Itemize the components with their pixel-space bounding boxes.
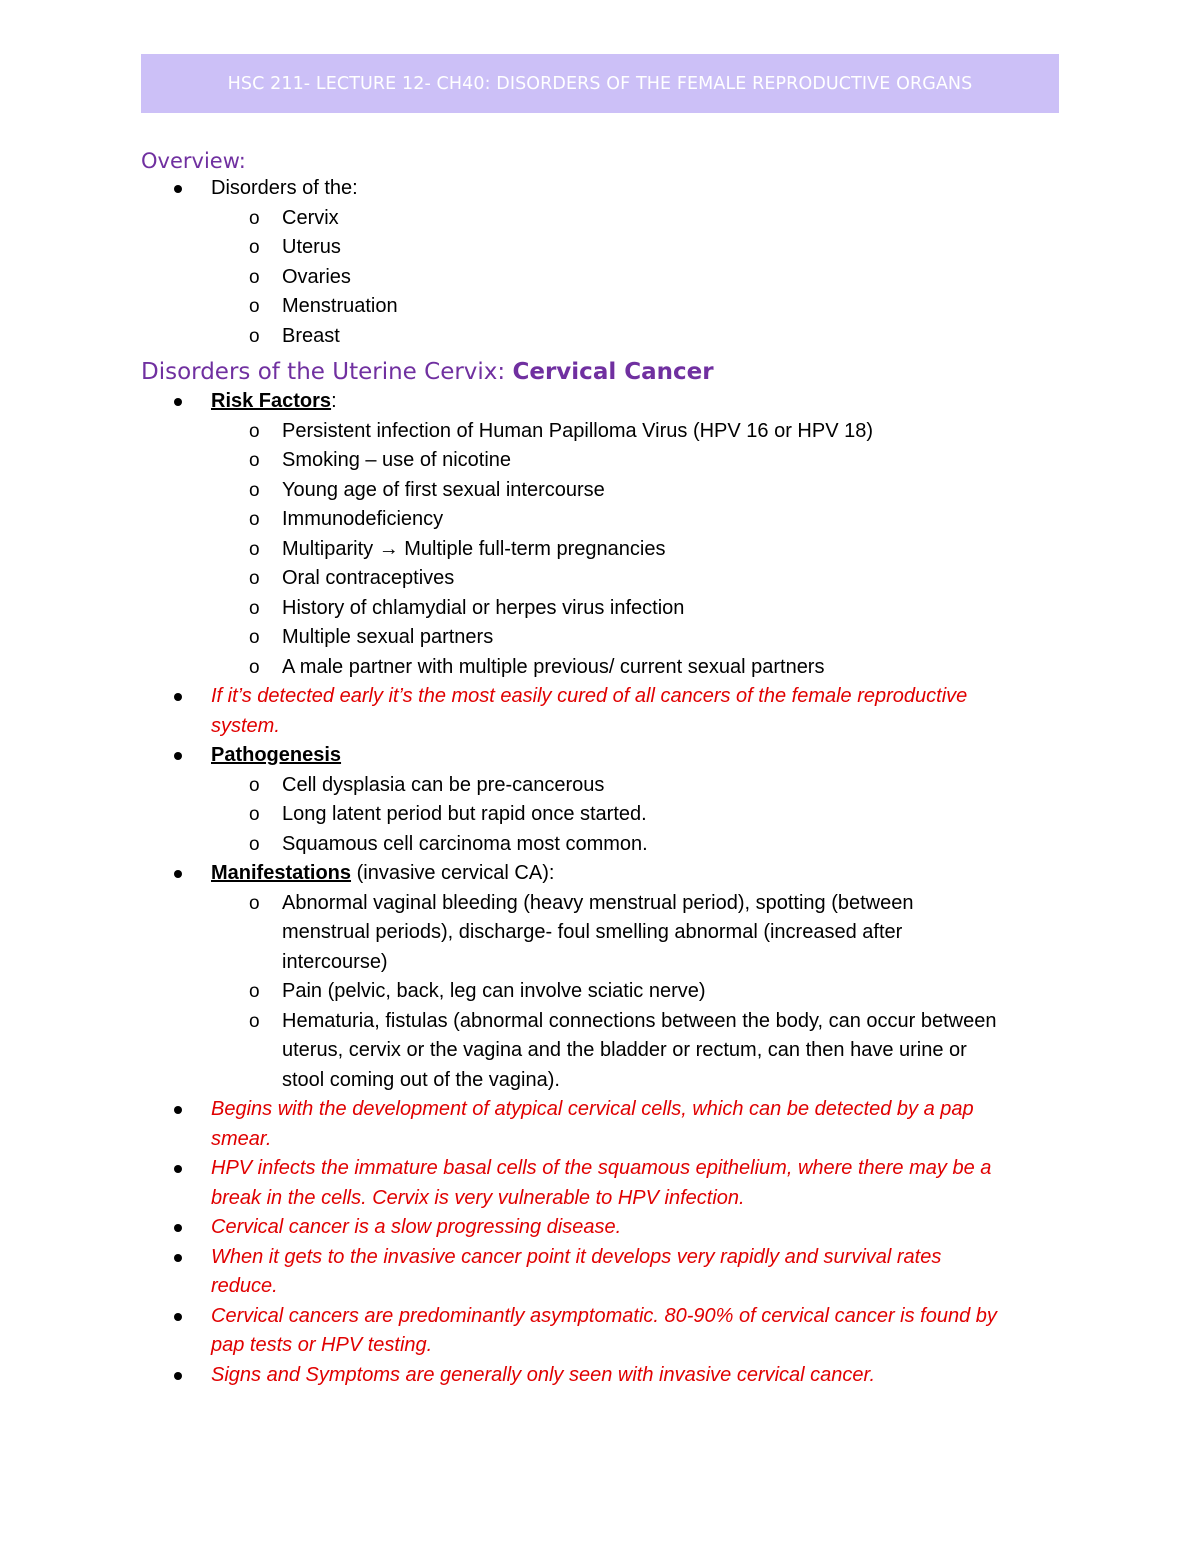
pathogenesis-item: Pathogenesis	[141, 741, 1071, 771]
circle-bullet-icon: o	[249, 509, 260, 530]
circle-bullet-icon: o	[249, 296, 260, 317]
document-body	[141, 143, 1071, 1390]
overview-heading: Overview:	[141, 149, 246, 173]
note-item: When it gets to the invasive cancer point it develops very rapidly and survival rates reduce.	[141, 1243, 1071, 1302]
document-title: HSC 211- LECTURE 12- CH40: DISORDERS OF THE FEMALE REPRODUCTIVE ORGANS	[227, 73, 973, 94]
list-item: o Breast	[141, 322, 1071, 352]
circle-bullet-icon: o	[249, 207, 260, 229]
circle-bullet-icon: o	[249, 479, 260, 501]
circle-bullet-icon: o	[249, 981, 260, 1002]
note-item: HPV infects the immature basal cells of the squamous epithelium, where there may be a break in the cells. Cervix is very vulnerable to HPV infection.	[141, 1154, 1071, 1213]
note-item: Cervical cancer is a slow progressing disease.	[141, 1213, 1071, 1243]
list-item: o History of chlamydial or herpes virus infection	[141, 594, 1071, 624]
bullet-icon	[174, 1313, 182, 1321]
circle-bullet-icon: o	[249, 325, 260, 347]
risk-factors-item: Risk Factors:	[141, 387, 1071, 417]
circle-bullet-icon: o	[249, 804, 260, 825]
circle-bullet-icon: o	[249, 892, 260, 914]
bullet-icon	[174, 870, 182, 878]
bullet-icon	[174, 1165, 182, 1173]
circle-bullet-icon: o	[249, 450, 260, 471]
list-item: o Ovaries	[141, 263, 1071, 293]
bullet-icon	[174, 1224, 182, 1232]
list-item: o Immunodeficiency	[141, 505, 1071, 535]
cervical-cancer-list	[141, 387, 1071, 1390]
circle-bullet-icon: o	[249, 266, 260, 288]
circle-bullet-icon: o	[249, 1010, 260, 1032]
note-item: Begins with the development of atypical cervical cells, which can be detected by a pap smear.	[141, 1095, 1071, 1154]
list-item: o Young age of first sexual intercourse	[141, 476, 1071, 506]
list-item: o Multiparity → Multiple full-term pregnancies	[141, 535, 1071, 565]
circle-bullet-icon: o	[249, 420, 260, 442]
list-item: o Uterus	[141, 233, 1071, 263]
cervical-cancer-heading: Disorders of the Uterine Cervix: Cervical Cancer	[141, 359, 714, 385]
list-item: o Multiple sexual partners	[141, 623, 1071, 653]
list-item: o Cell dysplasia can be pre-cancerous	[141, 771, 1071, 801]
list-item: o A male partner with multiple previous/ current sexual partners	[141, 653, 1071, 683]
bullet-icon	[174, 398, 182, 406]
list-item: o Pain (pelvic, back, leg can involve sciatic nerve)	[141, 977, 1071, 1007]
circle-bullet-icon: o	[249, 833, 260, 855]
circle-bullet-icon: o	[249, 568, 260, 589]
note-item: Signs and Symptoms are generally only seen with invasive cervical cancer.	[141, 1361, 1071, 1391]
circle-bullet-icon: o	[249, 237, 260, 258]
circle-bullet-icon: o	[249, 774, 260, 796]
circle-bullet-icon: o	[249, 597, 260, 619]
overview-list	[141, 174, 1071, 351]
bullet-icon	[174, 693, 182, 701]
list-item: o Menstruation	[141, 292, 1071, 322]
list-item: o Cervix	[141, 204, 1071, 234]
note-item: Cervical cancers are predominantly asymptomatic. 80-90% of cervical cancer is found by pap tests or HPV testing.	[141, 1302, 1071, 1361]
list-item: Disorders of the:	[141, 174, 1071, 204]
circle-bullet-icon: o	[249, 627, 260, 648]
manifestations-item: Manifestations (invasive cervical CA):	[141, 859, 1071, 889]
list-item: o Oral contraceptives	[141, 564, 1071, 594]
early-detection-note: If it’s detected early it’s the most easily cured of all cancers of the female reproductive system.	[141, 682, 1071, 741]
list-item: o Persistent infection of Human Papilloma Virus (HPV 16 or HPV 18)	[141, 417, 1071, 447]
bullet-icon	[174, 185, 182, 193]
list-item: o Long latent period but rapid once started.	[141, 800, 1071, 830]
list-item: o Hematuria, fistulas (abnormal connections between the body, can occur between uterus, cervix or the vagina and the bladder or rectum, can then have urine or stool coming out of the vagina).	[141, 1007, 1071, 1096]
circle-bullet-icon: o	[249, 656, 260, 678]
list-item: o Abnormal vaginal bleeding (heavy menstrual period), spotting (between menstrual periods), discharge- foul smelling abnormal (increased after intercourse)	[141, 889, 1071, 978]
title-banner	[141, 54, 1059, 113]
bullet-icon	[174, 1372, 182, 1380]
list-item: o Squamous cell carcinoma most common.	[141, 830, 1071, 860]
bullet-icon	[174, 1254, 182, 1262]
list-item: o Smoking – use of nicotine	[141, 446, 1071, 476]
bullet-icon	[174, 752, 182, 760]
bullet-icon	[174, 1106, 182, 1114]
circle-bullet-icon: o	[249, 538, 260, 560]
